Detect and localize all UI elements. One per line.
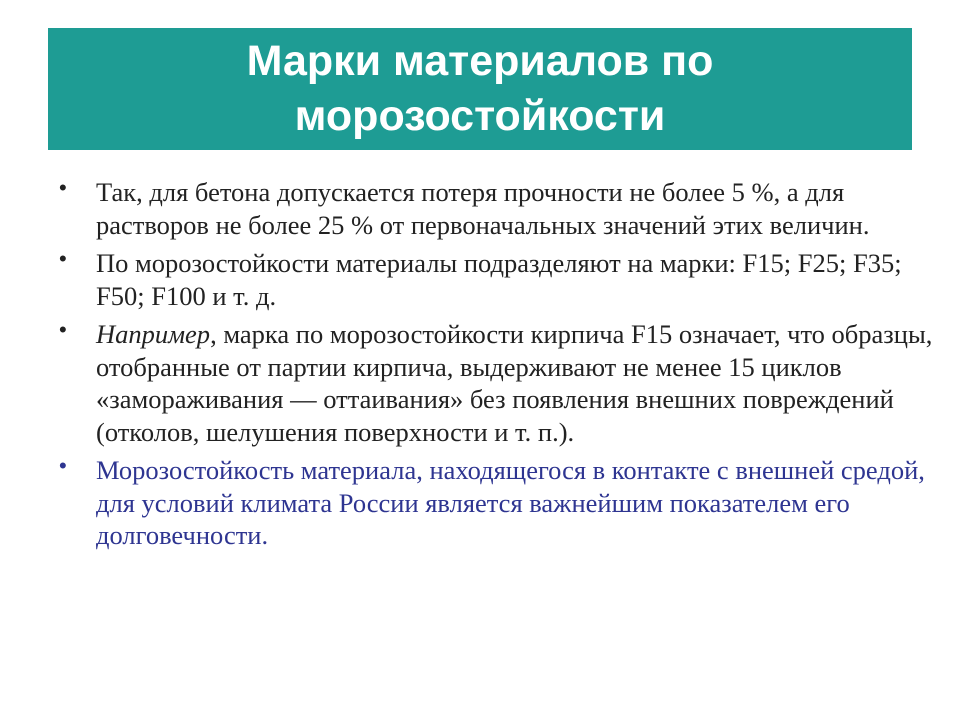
slide-title-line-2: морозостойкости <box>294 92 666 140</box>
bullet-text: Морозостойкость материала, находящегося в контакте с внешней средой, для условий климата России является важнейшим показателем его долговечности. <box>96 455 925 550</box>
bullet-item-durability <box>56 454 936 552</box>
bullet-list <box>56 176 936 558</box>
bullet-text: Так, для бетона допускается потеря прочности не более 5 %, а для растворов не более 25 % от первоначальных значений этих величин. <box>96 177 870 240</box>
slide-title <box>247 34 714 144</box>
bullet-item-concrete-strength-loss <box>56 176 936 241</box>
slide-title-line-1: Марки материалов по <box>246 37 714 85</box>
bullet-item-brick-example <box>56 318 936 448</box>
bullet-italic-lead: Например <box>96 319 211 349</box>
title-banner <box>48 28 912 150</box>
bullet-text: По морозостойкости материалы подразделяют на марки: F15; F25; F35; F50; F100 и т. д. <box>96 248 902 311</box>
bullet-item-frost-grades <box>56 247 936 312</box>
bullet-text: , марка по морозостойкости кирпича F15 означает, что образцы, отобранные от партии кирпича, выдерживают не менее 15 циклов «замораживания — оттаивания» без появления внешних повреждений (отколов, шелушения поверхности и т. п.). <box>96 319 933 447</box>
bullet-dot-icon: • <box>59 175 67 200</box>
bullet-dot-icon: • <box>59 246 67 271</box>
bullet-dot-icon: • <box>59 317 67 342</box>
bullet-dot-icon: • <box>59 453 67 478</box>
